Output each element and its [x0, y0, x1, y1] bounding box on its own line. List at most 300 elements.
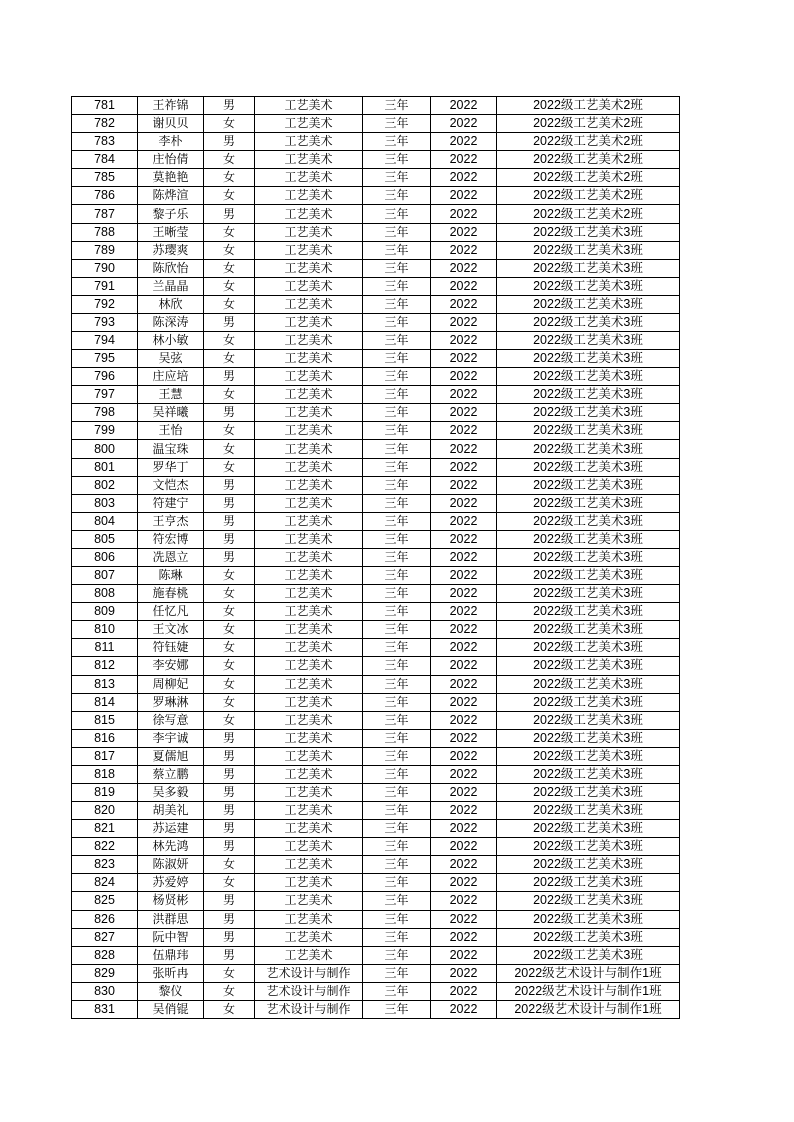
enrollment-year-cell: 2022: [431, 223, 497, 241]
gender-cell: 女: [204, 350, 255, 368]
table-row: [72, 151, 680, 169]
major-cell: 工艺美术: [255, 115, 363, 133]
table-row: [72, 512, 680, 530]
student-name-cell: 吴弦: [138, 350, 204, 368]
major-cell: 工艺美术: [255, 548, 363, 566]
student-name-cell: 符建宁: [138, 494, 204, 512]
table-row: [72, 982, 680, 1000]
table-row: [72, 530, 680, 548]
enrollment-year-cell: 2022: [431, 295, 497, 313]
enrollment-year-cell: 2022: [431, 982, 497, 1000]
gender-cell: 男: [204, 946, 255, 964]
student-name-cell: 陈琳: [138, 567, 204, 585]
class-name-cell: 2022级工艺美术2班: [497, 169, 680, 187]
duration-cell: 三年: [363, 820, 431, 838]
enrollment-year-cell: 2022: [431, 621, 497, 639]
table-row: [72, 675, 680, 693]
gender-cell: 女: [204, 856, 255, 874]
row-number-cell: 812: [72, 657, 138, 675]
row-number-cell: 811: [72, 639, 138, 657]
student-name-cell: 陈欣怡: [138, 259, 204, 277]
table-row: [72, 169, 680, 187]
table-row: [72, 205, 680, 223]
duration-cell: 三年: [363, 476, 431, 494]
student-name-cell: 莫艳艳: [138, 169, 204, 187]
student-name-cell: 李朴: [138, 133, 204, 151]
row-number-cell: 801: [72, 458, 138, 476]
student-name-cell: 苏璎爽: [138, 241, 204, 259]
major-cell: 工艺美术: [255, 133, 363, 151]
enrollment-year-cell: 2022: [431, 675, 497, 693]
gender-cell: 女: [204, 241, 255, 259]
table-row: [72, 567, 680, 585]
major-cell: 工艺美术: [255, 585, 363, 603]
enrollment-year-cell: 2022: [431, 476, 497, 494]
duration-cell: 三年: [363, 856, 431, 874]
class-name-cell: 2022级工艺美术2班: [497, 205, 680, 223]
table-row: [72, 693, 680, 711]
table-row: [72, 747, 680, 765]
table-row: [72, 350, 680, 368]
major-cell: 工艺美术: [255, 368, 363, 386]
class-name-cell: 2022级工艺美术3班: [497, 910, 680, 928]
class-name-cell: 2022级工艺美术3班: [497, 530, 680, 548]
gender-cell: 男: [204, 747, 255, 765]
table-row: [72, 711, 680, 729]
table-row: [72, 422, 680, 440]
enrollment-year-cell: 2022: [431, 241, 497, 259]
student-name-cell: 洪群思: [138, 910, 204, 928]
table-row: [72, 892, 680, 910]
row-number-cell: 803: [72, 494, 138, 512]
class-name-cell: 2022级工艺美术3班: [497, 603, 680, 621]
table-row: [72, 187, 680, 205]
student-name-cell: 谢贝贝: [138, 115, 204, 133]
enrollment-year-cell: 2022: [431, 729, 497, 747]
duration-cell: 三年: [363, 187, 431, 205]
gender-cell: 女: [204, 332, 255, 350]
gender-cell: 女: [204, 657, 255, 675]
table-row: [72, 133, 680, 151]
duration-cell: 三年: [363, 910, 431, 928]
student-name-cell: 王怡: [138, 422, 204, 440]
class-name-cell: 2022级工艺美术3班: [497, 548, 680, 566]
class-name-cell: 2022级工艺美术3班: [497, 675, 680, 693]
major-cell: 工艺美术: [255, 512, 363, 530]
duration-cell: 三年: [363, 964, 431, 982]
enrollment-year-cell: 2022: [431, 205, 497, 223]
row-number-cell: 785: [72, 169, 138, 187]
duration-cell: 三年: [363, 277, 431, 295]
major-cell: 工艺美术: [255, 241, 363, 259]
duration-cell: 三年: [363, 223, 431, 241]
row-number-cell: 786: [72, 187, 138, 205]
enrollment-year-cell: 2022: [431, 151, 497, 169]
gender-cell: 男: [204, 530, 255, 548]
gender-cell: 女: [204, 1000, 255, 1018]
class-name-cell: 2022级工艺美术2班: [497, 133, 680, 151]
major-cell: 工艺美术: [255, 313, 363, 331]
enrollment-year-cell: 2022: [431, 277, 497, 295]
gender-cell: 女: [204, 223, 255, 241]
gender-cell: 女: [204, 151, 255, 169]
student-name-cell: 夏儒旭: [138, 747, 204, 765]
enrollment-year-cell: 2022: [431, 115, 497, 133]
row-number-cell: 788: [72, 223, 138, 241]
duration-cell: 三年: [363, 241, 431, 259]
gender-cell: 男: [204, 548, 255, 566]
class-name-cell: 2022级工艺美术3班: [497, 820, 680, 838]
student-name-cell: 王晰莹: [138, 223, 204, 241]
major-cell: 工艺美术: [255, 223, 363, 241]
class-name-cell: 2022级工艺美术3班: [497, 585, 680, 603]
enrollment-year-cell: 2022: [431, 639, 497, 657]
student-name-cell: 庄怡倩: [138, 151, 204, 169]
gender-cell: 女: [204, 585, 255, 603]
row-number-cell: 827: [72, 928, 138, 946]
major-cell: 工艺美术: [255, 332, 363, 350]
table-row: [72, 964, 680, 982]
class-name-cell: 2022级工艺美术3班: [497, 711, 680, 729]
class-name-cell: 2022级工艺美术2班: [497, 97, 680, 115]
enrollment-year-cell: 2022: [431, 910, 497, 928]
gender-cell: 男: [204, 820, 255, 838]
major-cell: 工艺美术: [255, 169, 363, 187]
duration-cell: 三年: [363, 512, 431, 530]
major-cell: 艺术设计与制作: [255, 1000, 363, 1018]
gender-cell: 女: [204, 711, 255, 729]
student-name-cell: 吴俏锟: [138, 1000, 204, 1018]
student-name-cell: 蔡立鹏: [138, 765, 204, 783]
major-cell: 工艺美术: [255, 874, 363, 892]
row-number-cell: 808: [72, 585, 138, 603]
row-number-cell: 831: [72, 1000, 138, 1018]
gender-cell: 女: [204, 603, 255, 621]
duration-cell: 三年: [363, 802, 431, 820]
class-name-cell: 2022级工艺美术3班: [497, 729, 680, 747]
enrollment-year-cell: 2022: [431, 368, 497, 386]
class-name-cell: 2022级工艺美术3班: [497, 783, 680, 801]
class-name-cell: 2022级工艺美术3班: [497, 440, 680, 458]
student-name-cell: 苏爱婷: [138, 874, 204, 892]
gender-cell: 女: [204, 115, 255, 133]
table-row: [72, 259, 680, 277]
student-name-cell: 陈深涛: [138, 313, 204, 331]
major-cell: 工艺美术: [255, 350, 363, 368]
gender-cell: 男: [204, 512, 255, 530]
student-name-cell: 陈烨渲: [138, 187, 204, 205]
duration-cell: 三年: [363, 675, 431, 693]
major-cell: 工艺美术: [255, 946, 363, 964]
class-name-cell: 2022级工艺美术3班: [497, 567, 680, 585]
student-name-cell: 黎子乐: [138, 205, 204, 223]
class-name-cell: 2022级工艺美术3班: [497, 295, 680, 313]
row-number-cell: 809: [72, 603, 138, 621]
table-row: [72, 874, 680, 892]
major-cell: 工艺美术: [255, 567, 363, 585]
table-row: [72, 603, 680, 621]
student-name-cell: 罗琳淋: [138, 693, 204, 711]
row-number-cell: 820: [72, 802, 138, 820]
enrollment-year-cell: 2022: [431, 350, 497, 368]
gender-cell: 男: [204, 97, 255, 115]
enrollment-year-cell: 2022: [431, 422, 497, 440]
major-cell: 工艺美术: [255, 657, 363, 675]
duration-cell: 三年: [363, 567, 431, 585]
class-name-cell: 2022级工艺美术3班: [497, 765, 680, 783]
table-row: [72, 729, 680, 747]
gender-cell: 女: [204, 874, 255, 892]
major-cell: 工艺美术: [255, 440, 363, 458]
gender-cell: 男: [204, 205, 255, 223]
gender-cell: 男: [204, 765, 255, 783]
table-row: [72, 838, 680, 856]
gender-cell: 男: [204, 494, 255, 512]
row-number-cell: 815: [72, 711, 138, 729]
table-row: [72, 910, 680, 928]
gender-cell: 女: [204, 386, 255, 404]
enrollment-year-cell: 2022: [431, 133, 497, 151]
gender-cell: 女: [204, 639, 255, 657]
class-name-cell: 2022级工艺美术3班: [497, 350, 680, 368]
duration-cell: 三年: [363, 747, 431, 765]
row-number-cell: 829: [72, 964, 138, 982]
class-name-cell: 2022级艺术设计与制作1班: [497, 964, 680, 982]
duration-cell: 三年: [363, 783, 431, 801]
gender-cell: 男: [204, 928, 255, 946]
row-number-cell: 824: [72, 874, 138, 892]
class-name-cell: 2022级工艺美术3班: [497, 928, 680, 946]
enrollment-year-cell: 2022: [431, 97, 497, 115]
gender-cell: 女: [204, 277, 255, 295]
class-name-cell: 2022级艺术设计与制作1班: [497, 982, 680, 1000]
enrollment-year-cell: 2022: [431, 693, 497, 711]
student-name-cell: 陈淑妍: [138, 856, 204, 874]
row-number-cell: 826: [72, 910, 138, 928]
gender-cell: 女: [204, 440, 255, 458]
row-number-cell: 800: [72, 440, 138, 458]
class-name-cell: 2022级工艺美术3班: [497, 874, 680, 892]
duration-cell: 三年: [363, 765, 431, 783]
enrollment-year-cell: 2022: [431, 657, 497, 675]
enrollment-year-cell: 2022: [431, 711, 497, 729]
row-number-cell: 799: [72, 422, 138, 440]
class-name-cell: 2022级工艺美术3班: [497, 241, 680, 259]
enrollment-year-cell: 2022: [431, 892, 497, 910]
duration-cell: 三年: [363, 404, 431, 422]
duration-cell: 三年: [363, 313, 431, 331]
enrollment-year-cell: 2022: [431, 386, 497, 404]
student-name-cell: 冼恩立: [138, 548, 204, 566]
gender-cell: 男: [204, 838, 255, 856]
table-row: [72, 476, 680, 494]
class-name-cell: 2022级工艺美术3班: [497, 892, 680, 910]
student-name-cell: 罗华丁: [138, 458, 204, 476]
gender-cell: 女: [204, 693, 255, 711]
gender-cell: 女: [204, 259, 255, 277]
student-name-cell: 兰晶晶: [138, 277, 204, 295]
duration-cell: 三年: [363, 458, 431, 476]
duration-cell: 三年: [363, 892, 431, 910]
duration-cell: 三年: [363, 639, 431, 657]
major-cell: 工艺美术: [255, 892, 363, 910]
major-cell: 工艺美术: [255, 856, 363, 874]
roster-body: [72, 97, 680, 1019]
enrollment-year-cell: 2022: [431, 603, 497, 621]
major-cell: 工艺美术: [255, 277, 363, 295]
class-name-cell: 2022级工艺美术3班: [497, 223, 680, 241]
row-number-cell: 794: [72, 332, 138, 350]
duration-cell: 三年: [363, 711, 431, 729]
student-name-cell: 王慧: [138, 386, 204, 404]
major-cell: 工艺美术: [255, 151, 363, 169]
duration-cell: 三年: [363, 585, 431, 603]
student-name-cell: 温宝珠: [138, 440, 204, 458]
major-cell: 工艺美术: [255, 386, 363, 404]
gender-cell: 女: [204, 675, 255, 693]
table-row: [72, 223, 680, 241]
gender-cell: 女: [204, 187, 255, 205]
gender-cell: 男: [204, 729, 255, 747]
table-row: [72, 856, 680, 874]
major-cell: 工艺美术: [255, 621, 363, 639]
major-cell: 工艺美术: [255, 187, 363, 205]
row-number-cell: 793: [72, 313, 138, 331]
major-cell: 工艺美术: [255, 675, 363, 693]
duration-cell: 三年: [363, 440, 431, 458]
row-number-cell: 823: [72, 856, 138, 874]
enrollment-year-cell: 2022: [431, 404, 497, 422]
major-cell: 工艺美术: [255, 458, 363, 476]
student-name-cell: 李宇诚: [138, 729, 204, 747]
duration-cell: 三年: [363, 368, 431, 386]
duration-cell: 三年: [363, 133, 431, 151]
row-number-cell: 810: [72, 621, 138, 639]
major-cell: 工艺美术: [255, 603, 363, 621]
table-row: [72, 820, 680, 838]
major-cell: 工艺美术: [255, 494, 363, 512]
student-name-cell: 周柳妃: [138, 675, 204, 693]
table-row: [72, 928, 680, 946]
row-number-cell: 825: [72, 892, 138, 910]
student-name-cell: 张昕冉: [138, 964, 204, 982]
class-name-cell: 2022级工艺美术3班: [497, 313, 680, 331]
student-name-cell: 胡美礼: [138, 802, 204, 820]
row-number-cell: 781: [72, 97, 138, 115]
enrollment-year-cell: 2022: [431, 259, 497, 277]
class-name-cell: 2022级工艺美术2班: [497, 187, 680, 205]
row-number-cell: 819: [72, 783, 138, 801]
table-row: [72, 277, 680, 295]
student-name-cell: 符钰婕: [138, 639, 204, 657]
class-name-cell: 2022级工艺美术3班: [497, 404, 680, 422]
student-roster-table: [71, 96, 680, 1019]
student-name-cell: 林小敏: [138, 332, 204, 350]
class-name-cell: 2022级工艺美术3班: [497, 838, 680, 856]
table-row: [72, 97, 680, 115]
student-name-cell: 施春桃: [138, 585, 204, 603]
row-number-cell: 822: [72, 838, 138, 856]
duration-cell: 三年: [363, 603, 431, 621]
major-cell: 工艺美术: [255, 928, 363, 946]
gender-cell: 男: [204, 802, 255, 820]
major-cell: 工艺美术: [255, 729, 363, 747]
student-name-cell: 王祚锦: [138, 97, 204, 115]
gender-cell: 男: [204, 368, 255, 386]
row-number-cell: 782: [72, 115, 138, 133]
gender-cell: 男: [204, 476, 255, 494]
major-cell: 工艺美术: [255, 404, 363, 422]
major-cell: 工艺美术: [255, 205, 363, 223]
gender-cell: 女: [204, 621, 255, 639]
student-name-cell: 符宏博: [138, 530, 204, 548]
duration-cell: 三年: [363, 874, 431, 892]
student-name-cell: 林欣: [138, 295, 204, 313]
duration-cell: 三年: [363, 928, 431, 946]
enrollment-year-cell: 2022: [431, 838, 497, 856]
class-name-cell: 2022级工艺美术3班: [497, 494, 680, 512]
row-number-cell: 807: [72, 567, 138, 585]
row-number-cell: 787: [72, 205, 138, 223]
row-number-cell: 816: [72, 729, 138, 747]
major-cell: 工艺美术: [255, 711, 363, 729]
enrollment-year-cell: 2022: [431, 964, 497, 982]
duration-cell: 三年: [363, 494, 431, 512]
gender-cell: 男: [204, 892, 255, 910]
table-row: [72, 621, 680, 639]
class-name-cell: 2022级工艺美术2班: [497, 115, 680, 133]
major-cell: 艺术设计与制作: [255, 964, 363, 982]
duration-cell: 三年: [363, 205, 431, 223]
gender-cell: 男: [204, 783, 255, 801]
class-name-cell: 2022级工艺美术3班: [497, 368, 680, 386]
table-row: [72, 295, 680, 313]
enrollment-year-cell: 2022: [431, 313, 497, 331]
table-row: [72, 332, 680, 350]
table-row: [72, 765, 680, 783]
duration-cell: 三年: [363, 295, 431, 313]
class-name-cell: 2022级工艺美术3班: [497, 332, 680, 350]
table-row: [72, 783, 680, 801]
row-number-cell: 790: [72, 259, 138, 277]
duration-cell: 三年: [363, 621, 431, 639]
enrollment-year-cell: 2022: [431, 585, 497, 603]
major-cell: 工艺美术: [255, 910, 363, 928]
enrollment-year-cell: 2022: [431, 928, 497, 946]
enrollment-year-cell: 2022: [431, 494, 497, 512]
student-name-cell: 吴祥曦: [138, 404, 204, 422]
class-name-cell: 2022级艺术设计与制作1班: [497, 1000, 680, 1018]
major-cell: 工艺美术: [255, 765, 363, 783]
enrollment-year-cell: 2022: [431, 548, 497, 566]
table-row: [72, 1000, 680, 1018]
table-row: [72, 404, 680, 422]
major-cell: 工艺美术: [255, 259, 363, 277]
enrollment-year-cell: 2022: [431, 747, 497, 765]
class-name-cell: 2022级工艺美术3班: [497, 639, 680, 657]
duration-cell: 三年: [363, 169, 431, 187]
duration-cell: 三年: [363, 151, 431, 169]
student-name-cell: 杨贤彬: [138, 892, 204, 910]
enrollment-year-cell: 2022: [431, 567, 497, 585]
gender-cell: 女: [204, 295, 255, 313]
class-name-cell: 2022级工艺美术3班: [497, 512, 680, 530]
duration-cell: 三年: [363, 332, 431, 350]
student-name-cell: 黎仪: [138, 982, 204, 1000]
enrollment-year-cell: 2022: [431, 440, 497, 458]
class-name-cell: 2022级工艺美术3班: [497, 621, 680, 639]
class-name-cell: 2022级工艺美术3班: [497, 802, 680, 820]
